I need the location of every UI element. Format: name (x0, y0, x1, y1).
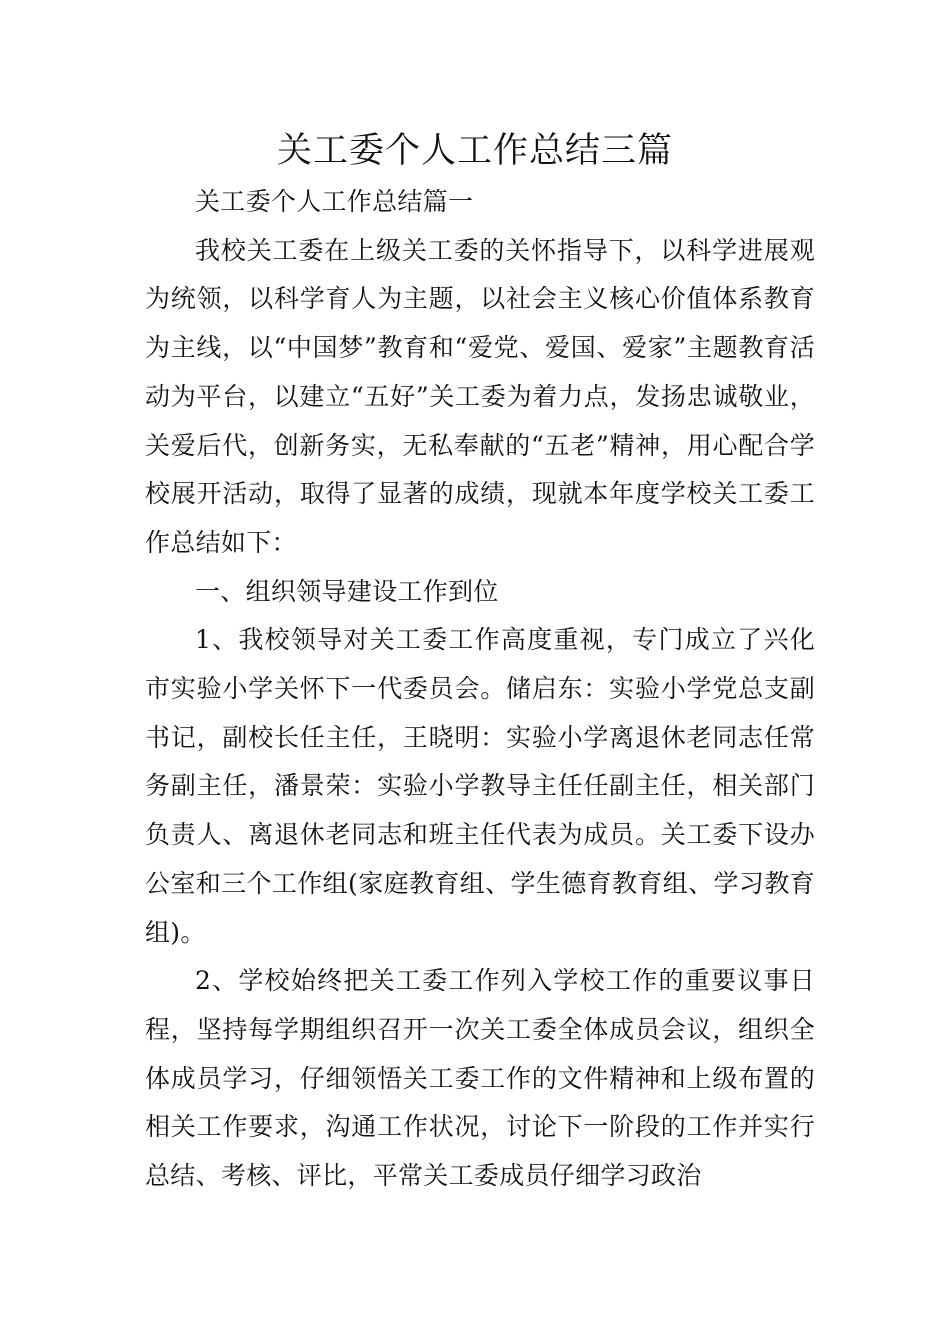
intro-paragraph: 我校关工委在上级关工委的关怀指导下，以科学进展观为统领，以科学育人为主题，以社会主义核心价值体系教育为主线，以“中国梦”教育和“爱党、爱国、爱家”主题教育活动为平台，以建立“五好”关工委为着力点，发扬忠诚敬业，关爱后代，创新务实，无私奉献的“五老”精神，用心配合学校展开活动，取得了显著的成绩，现就本年度学校关工委工作总结如下： (145, 235, 815, 557)
body-paragraph: 1、我校领导对关工委工作高度重视，专门成立了兴化市实验小学关怀下一代委员会。储启东：实验小学党总支副书记，副校长任主任，王晓明：实验小学离退休老同志任常务副主任，潘景荣：实验小学教导主任任副主任，相关部门负责人、离退休老同志和班主任代表为成员。关工委下设办公室和三个工作组(家庭教育组、学生德育教育组、学习教育组)。 (145, 625, 815, 947)
body-paragraph: 2、学校始终把关工委工作列入学校工作的重要议事日程，坚持每学期组织召开一次关工委全体成员会议，组织全体成员学习，仔细领悟关工委工作的文件精神和上级布置的相关工作要求，沟通工作状况，讨论下一阶段的工作并实行总结、考核、评比，平常关工委成员仔细学习政治 (145, 966, 815, 1191)
document-body (145, 178, 815, 1201)
document-title: 关工委个人工作总结三篇 (276, 131, 673, 171)
section-heading: 关工委个人工作总结篇一 (195, 187, 474, 216)
subsection-heading: 一、组织领导建设工作到位 (195, 576, 499, 606)
